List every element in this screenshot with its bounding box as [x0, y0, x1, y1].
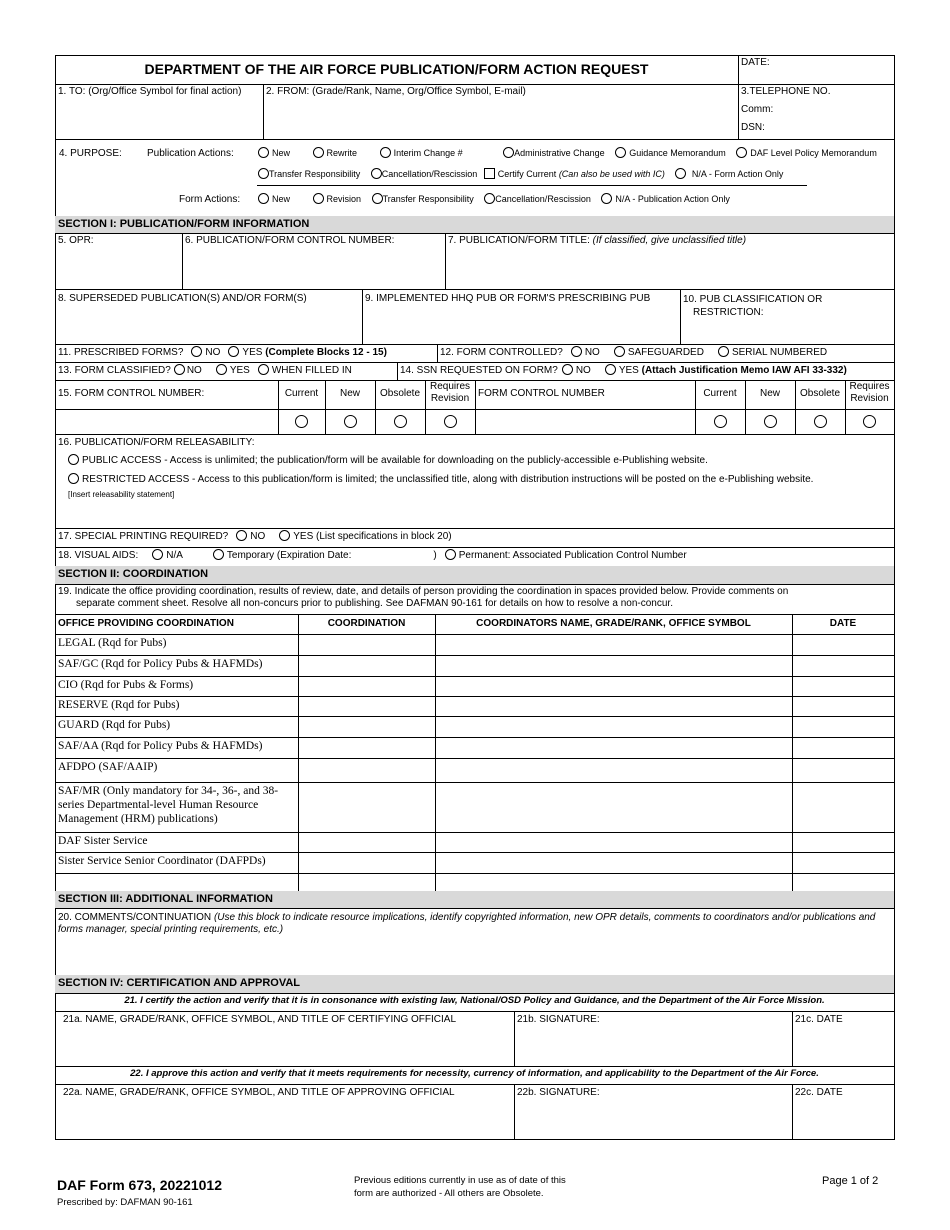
coord-date-cell[interactable] — [792, 655, 895, 677]
label-text: NO — [575, 365, 591, 376]
q15-obsolete-radio-cell-2[interactable] — [795, 409, 846, 435]
q21a-label: 21a. NAME, GRADE/RANK, OFFICE SYMBOL, AND TITLE OF CERTIFYING OFFICIAL — [63, 1014, 457, 1025]
radio-form-cancellation[interactable] — [476, 194, 591, 204]
purpose-block — [55, 139, 895, 217]
from-label: 2. FROM: (Grade/Rank, Name, Org/Office Symbol, E-mail) — [266, 86, 526, 97]
coord-office-cell: AFDPO (SAF/AAIP) — [55, 758, 299, 783]
section-1-header: SECTION I: PUBLICATION/FORM INFORMATION — [55, 216, 895, 234]
classification-label-2: RESTRICTION: — [693, 307, 764, 318]
q15-requires-revision-header-2 — [845, 380, 895, 410]
date-field[interactable] — [738, 55, 895, 85]
to-label: 1. TO: (Org/Office Symbol for final action) — [58, 86, 242, 97]
q22a-approving-official-field[interactable] — [55, 1084, 515, 1140]
coord-date-cell[interactable] — [792, 737, 895, 759]
coord-name-cell[interactable] — [435, 852, 793, 874]
q15-revision-radio-cell-2[interactable] — [845, 409, 895, 435]
radio-icon — [736, 147, 747, 158]
radio-pub-new[interactable] — [250, 148, 290, 158]
radio-pub-admin-change[interactable] — [495, 148, 605, 158]
opr-field[interactable] — [55, 233, 183, 290]
label-text: PUBLIC ACCESS - Access is unlimited; the publication/form will be available for downloading on the publicly-accessible e-Publishing website. — [82, 455, 708, 466]
q15-current-radio-cell-2[interactable] — [695, 409, 746, 435]
radio-q17-yes[interactable] — [279, 530, 290, 541]
radio-form-na[interactable] — [593, 194, 730, 204]
q15-label-2: FORM CONTROL NUMBER — [475, 380, 696, 410]
superseded-label: 8. SUPERSEDED PUBLICATION(S) AND/OR FORM(S) — [58, 293, 307, 304]
q15-obsolete-radio-cell[interactable] — [375, 409, 426, 435]
pub-title-note: (If classified, give unclassified title) — [592, 235, 747, 246]
q21c-label: 21c. DATE — [795, 1014, 843, 1025]
label-text: YES — [229, 365, 250, 376]
q16-releasability — [55, 434, 895, 529]
coord-name-cell[interactable] — [435, 676, 793, 697]
control-number-label: 6. PUBLICATION/FORM CONTROL NUMBER: — [185, 235, 395, 246]
label-text: (Can also be used with IC) — [558, 169, 665, 179]
q14-ssn-requested — [397, 362, 895, 381]
radio-pub-interim-change[interactable] — [372, 148, 463, 158]
q13-form-classified — [55, 362, 398, 381]
radio-q11-yes[interactable] — [228, 346, 239, 357]
q20-comments-field[interactable] — [55, 908, 895, 976]
q17-special-printing — [55, 528, 895, 548]
q15-new-header: New — [325, 380, 376, 410]
coord-header-date: DATE — [792, 614, 895, 635]
radio-icon — [714, 415, 727, 428]
editions-note-1: Previous editions currently in use as of date of this — [354, 1175, 566, 1186]
radio-q18-temporary[interactable] — [213, 549, 224, 560]
radio-q14-no[interactable] — [562, 364, 573, 375]
coord-header-name: COORDINATORS NAME, GRADE/RANK, OFFICE SYMBOL — [435, 614, 793, 635]
radio-q13-yes[interactable] — [216, 364, 227, 375]
q22c-date-field[interactable] — [792, 1084, 895, 1140]
radio-q17-no[interactable] — [236, 530, 247, 541]
q22c-label: 22c. DATE — [795, 1087, 843, 1098]
telephone-label: 3.TELEPHONE NO. — [741, 86, 831, 97]
coord-coordination-cell[interactable] — [298, 634, 436, 656]
radio-pub-transfer[interactable] — [250, 169, 360, 179]
label-text: 14. SSN REQUESTED ON FORM? — [400, 365, 558, 376]
q19-instructions — [55, 584, 895, 615]
q22b-label: 22b. SIGNATURE: — [517, 1087, 600, 1098]
q15-current-radio-cell[interactable] — [278, 409, 326, 435]
label-text: N/A - Form Action Only — [691, 169, 784, 179]
q11-prescribed-forms — [55, 344, 438, 363]
radio-q13-no[interactable] — [174, 364, 185, 375]
label-text: 18. VISUAL AIDS: — [58, 550, 139, 561]
label-text: YES (List specifications in block 20) — [293, 531, 452, 542]
coord-office-cell: Sister Service Senior Coordinator (DAFPDs) — [55, 852, 299, 874]
from-field[interactable] — [263, 84, 739, 140]
coord-name-cell[interactable] — [435, 758, 793, 783]
label-text: WHEN FILLED IN — [271, 365, 352, 376]
q15-label: 15. FORM CONTROL NUMBER: — [55, 380, 279, 410]
q12-form-controlled — [437, 344, 895, 363]
q15-new-radio-cell[interactable] — [325, 409, 376, 435]
label-text: separate comment sheet. Resolve all non-concurs prior to publishing. See DAFMAN 90-161 for details on how to resolve a non-concur. — [76, 598, 673, 609]
radio-icon — [68, 473, 79, 484]
coord-coordination-cell[interactable] — [298, 737, 436, 759]
radio-pub-cancellation[interactable] — [363, 169, 478, 179]
radio-restricted-access[interactable] — [58, 473, 891, 486]
label-text: Temporary (Expiration Date: — [226, 550, 352, 561]
label-text: DAF Level Policy Memorandum — [750, 148, 877, 158]
section-2-header: SECTION II: COORDINATION — [55, 566, 895, 585]
coord-name-cell[interactable] — [435, 716, 793, 738]
q21c-date-field[interactable] — [792, 1011, 895, 1067]
label-text: Revision — [430, 393, 470, 404]
label-text: NO — [205, 347, 221, 358]
radio-icon — [863, 415, 876, 428]
label-text: Administrative Change — [514, 148, 605, 158]
coord-office-cell: LEGAL (Rqd for Pubs) — [55, 634, 299, 656]
radio-q12-serial[interactable] — [718, 346, 729, 357]
label-text: Permanent: Associated Publication Control Number — [458, 550, 687, 561]
label-text: Guidance Memorandum — [629, 148, 726, 158]
radio-icon — [313, 193, 324, 204]
q15-new-header-2: New — [745, 380, 796, 410]
label-text: YES — [242, 347, 263, 358]
label-text: (Complete Blocks 12 - 15) — [265, 347, 387, 358]
radio-icon — [68, 454, 79, 465]
coord-office-cell: SAF/GC (Rqd for Policy Pubs & HAFMDs) — [55, 655, 299, 677]
radio-icon — [372, 193, 383, 204]
radio-form-revision[interactable] — [305, 194, 362, 204]
coord-date-cell[interactable] — [792, 716, 895, 738]
q15-new-radio-cell-2[interactable] — [745, 409, 796, 435]
coord-name-cell[interactable] — [435, 655, 793, 677]
releasability-statement[interactable]: [Insert releasability statement] — [68, 490, 175, 499]
radio-icon — [394, 415, 407, 428]
coord-name-cell[interactable] — [435, 782, 793, 833]
label-text: Transfer Responsibility — [269, 169, 361, 179]
telephone-field[interactable] — [738, 84, 895, 140]
coord-date-cell[interactable] — [792, 782, 895, 833]
q21-certification-statement: 21. I certify the action and verify that it is in consonance with existing law, National/OSD Policy and Guidance, and the Department of the Air Force Mission. — [55, 993, 895, 1012]
checkbox-icon — [484, 168, 495, 179]
q22-approval-statement: 22. I approve this action and verify that it meets requirements for necessity, currency of information, and applicability to the Department of the Air Force. — [55, 1066, 895, 1085]
radio-pub-guidance-memo[interactable] — [607, 148, 726, 158]
coord-date-cell[interactable] — [792, 676, 895, 697]
pub-title-label: 7. PUBLICATION/FORM TITLE: — [448, 235, 590, 246]
classification-label: 10. PUB CLASSIFICATION OR — [683, 294, 823, 305]
pub-actions-label: Publication Actions: — [147, 148, 234, 159]
coord-header-coordination: COORDINATION — [298, 614, 436, 635]
q22a-label: 22a. NAME, GRADE/RANK, OFFICE SYMBOL, AND TITLE OF APPROVING OFFICIAL — [63, 1087, 455, 1098]
label-text: Revision — [326, 194, 362, 204]
label-text: Interim Change # — [393, 148, 463, 158]
q20-note: (Use this block to indicate resource implications, identify copyrighted information, new OPR details, comments to coordinators and/or publications and forms manager, special printing requirements, etc.) — [58, 912, 876, 935]
q18-visual-aids — [55, 547, 895, 567]
purpose-divider — [257, 185, 807, 186]
label-text: Transfer Responsibility — [382, 194, 474, 204]
label-text: 17. SPECIAL PRINTING REQUIRED? — [58, 531, 229, 542]
coord-office-cell: SAF/MR (Only mandatory for 34-, 36-, and 38-series Departmental-level Human Resource Management (HRM) publications) — [55, 782, 299, 833]
implemented-label: 9. IMPLEMENTED HHQ PUB OR FORM'S PRESCRIBING PUB — [365, 293, 651, 304]
radio-q18-permanent[interactable] — [445, 549, 456, 560]
radio-icon — [313, 147, 324, 158]
label-text: N/A — [166, 550, 183, 561]
label-text: 12. FORM CONTROLLED? — [440, 347, 563, 358]
radio-public-access[interactable] — [58, 454, 891, 467]
label-text: SERIAL NUMBERED — [731, 347, 828, 358]
coord-office-cell: DAF Sister Service — [55, 832, 299, 853]
radio-icon — [371, 168, 382, 179]
coord-name-cell[interactable] — [435, 696, 793, 717]
coord-coordination-cell[interactable] — [298, 696, 436, 717]
radio-q11-no[interactable] — [191, 346, 202, 357]
label-text: 13. FORM CLASSIFIED? — [58, 365, 171, 376]
radio-icon — [258, 193, 269, 204]
q15-revision-radio-cell[interactable] — [425, 409, 476, 435]
pub-actions-row1 — [250, 147, 877, 159]
q16-label: 16. PUBLICATION/FORM RELEASABILITY: — [58, 437, 255, 448]
q21b-signature-field[interactable] — [514, 1011, 793, 1067]
coord-date-cell[interactable] — [792, 852, 895, 874]
pub-actions-row2 — [250, 168, 783, 180]
form-actions-row — [250, 193, 730, 205]
coord-coordination-cell[interactable] — [298, 655, 436, 677]
radio-form-transfer[interactable] — [364, 194, 474, 204]
dsn-label: DSN: — [741, 122, 765, 133]
radio-icon — [484, 193, 495, 204]
label-text: Revision — [850, 393, 889, 404]
radio-q12-safeguarded[interactable] — [614, 346, 625, 357]
radio-icon — [814, 415, 827, 428]
radio-icon — [258, 147, 269, 158]
coord-office-cell: SAF/AA (Rqd for Policy Pubs & HAFMDs) — [55, 737, 299, 759]
radio-icon — [295, 415, 308, 428]
label-text: NO — [186, 365, 202, 376]
coord-date-cell[interactable] — [792, 832, 895, 853]
label-text: 11. PRESCRIBED FORMS? — [58, 347, 184, 358]
to-field[interactable] — [55, 84, 264, 140]
coord-name-cell[interactable] — [435, 634, 793, 656]
page-number: Page 1 of 2 — [822, 1175, 879, 1187]
form-title: DEPARTMENT OF THE AIR FORCE PUBLICATION/FORM ACTION REQUEST — [55, 55, 739, 85]
label-text: Rewrite — [326, 148, 358, 158]
radio-pub-daf-policy-memo[interactable] — [728, 148, 877, 158]
implemented-field[interactable] — [362, 289, 681, 345]
opr-label: 5. OPR: — [58, 235, 94, 246]
pub-title-field[interactable] — [445, 233, 895, 290]
label-text: (Attach Justification Memo IAW AFI 33-332) — [641, 365, 847, 376]
q20-label: 20. COMMENTS/CONTINUATION — [58, 912, 212, 923]
label-text: Cancellation/Rescission — [381, 169, 478, 179]
q21a-certifying-official-field[interactable] — [55, 1011, 515, 1067]
radio-q18-na[interactable] — [152, 549, 163, 560]
radio-icon — [258, 168, 269, 179]
label-text: 19. Indicate the office providing coordination, results of review, date, and details of person providing the coordination in spaces provided below. Provide comments on — [58, 586, 789, 597]
label-text: RESTRICTED ACCESS - Access to this publication/form is limited; the unclassified title, along with distribution instructions will be posted on the e-Publishing website. — [82, 474, 814, 485]
editions-note-2: form are authorized - All others are Obsolete. — [354, 1188, 544, 1199]
label-text: N/A - Publication Action Only — [615, 194, 730, 204]
coord-coordination-cell[interactable] — [298, 852, 436, 874]
radio-icon — [444, 415, 457, 428]
label-text: Cancellation/Rescission — [495, 194, 591, 204]
coord-coordination-cell[interactable] — [298, 832, 436, 853]
coord-coordination-cell[interactable] — [298, 758, 436, 783]
label-text: Requires — [429, 381, 471, 392]
coord-date-cell[interactable] — [792, 758, 895, 783]
label-text: SAFEGUARDED — [627, 347, 704, 358]
q15-control-number-input-2[interactable] — [475, 409, 696, 435]
coord-coordination-cell[interactable] — [298, 676, 436, 697]
label-text: New — [272, 148, 291, 158]
radio-form-new[interactable] — [250, 194, 290, 204]
coord-coordination-cell[interactable] — [298, 716, 436, 738]
label-text: New — [272, 194, 291, 204]
q15-requires-revision-header — [425, 380, 476, 410]
coord-date-cell[interactable] — [792, 696, 895, 717]
radio-pub-rewrite[interactable] — [305, 148, 358, 158]
q21b-label: 21b. SIGNATURE: — [517, 1014, 600, 1025]
prescribed-by: Prescribed by: DAFMAN 90-161 — [57, 1197, 193, 1208]
radio-q12-no[interactable] — [571, 346, 582, 357]
coord-coordination-cell[interactable] — [298, 782, 436, 833]
q15-obsolete-header-2: Obsolete — [795, 380, 846, 410]
form-id: DAF Form 673, 20221012 — [57, 1177, 222, 1193]
label-text: YES — [618, 365, 639, 376]
q15-control-number-input[interactable] — [55, 409, 279, 435]
radio-icon — [503, 147, 514, 158]
radio-na-form-action[interactable] — [667, 169, 783, 179]
radio-icon — [380, 147, 391, 158]
purpose-label: 4. PURPOSE: — [59, 148, 122, 159]
form-actions-label: Form Actions: — [179, 194, 241, 205]
section-4-header: SECTION IV: CERTIFICATION AND APPROVAL — [55, 975, 895, 994]
q15-obsolete-header: Obsolete — [375, 380, 426, 410]
q15-current-header-2: Current — [695, 380, 746, 410]
label-text: ) — [433, 550, 437, 561]
q22b-signature-field[interactable] — [514, 1084, 793, 1140]
coord-office-cell: CIO (Rqd for Pubs & Forms) — [55, 676, 299, 697]
coord-date-cell[interactable] — [792, 634, 895, 656]
label-text: Certify Current — [497, 169, 557, 179]
label-text: NO — [250, 531, 266, 542]
section-3-header: SECTION III: ADDITIONAL INFORMATION — [55, 891, 895, 909]
radio-icon — [615, 147, 626, 158]
radio-q14-yes[interactable] — [605, 364, 616, 375]
checkbox-certify-current[interactable] — [480, 169, 665, 179]
radio-icon — [675, 168, 686, 179]
radio-icon — [344, 415, 357, 428]
radio-q13-when[interactable] — [258, 364, 269, 375]
comm-label: Comm: — [741, 104, 774, 115]
label-text: Requires — [849, 381, 890, 392]
coord-office-cell: GUARD (Rqd for Pubs) — [55, 716, 299, 738]
control-number-field[interactable] — [182, 233, 446, 290]
q15-current-header: Current — [278, 380, 326, 410]
coord-name-cell[interactable] — [435, 832, 793, 853]
superseded-field[interactable] — [55, 289, 363, 345]
coord-header-office: OFFICE PROVIDING COORDINATION — [55, 614, 299, 635]
coord-name-cell[interactable] — [435, 737, 793, 759]
classification-field[interactable] — [680, 289, 895, 345]
date-label: DATE: — [741, 57, 770, 68]
radio-icon — [601, 193, 612, 204]
coord-office-cell: RESERVE (Rqd for Pubs) — [55, 696, 299, 717]
radio-icon — [764, 415, 777, 428]
label-text: NO — [584, 347, 600, 358]
